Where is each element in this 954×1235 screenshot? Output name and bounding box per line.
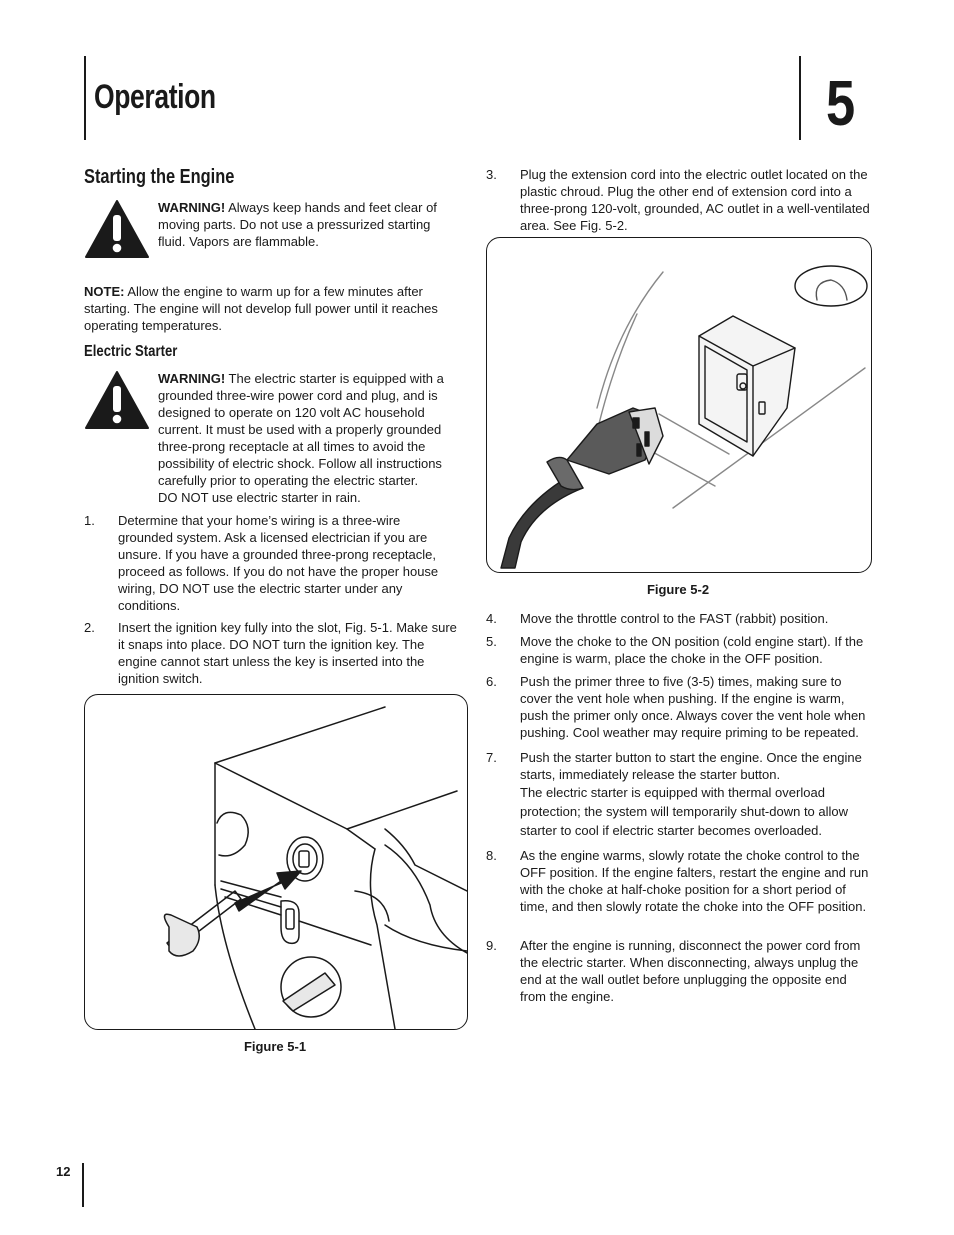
step-text: Push the primer three to five (3-5) times, making sure to cover the vent hole when pushing. If the engine is warm, push the primer only once. Always cover the vent hole when pushing. Cool weather may require priming to be repeated. — [520, 674, 866, 740]
page-number: 12 — [56, 1164, 71, 1179]
step-number: 7. — [486, 750, 497, 765]
step-text: After the engine is running, disconnect the power cord from the electric starter. When disconnecting, always unplug the end at the wall outlet before unplugging the opposite end from the engine. — [520, 938, 861, 1004]
step-text-extra: The electric starter is equipped with thermal overload protection; the system will temporarily shut-down to allow starter to cool if electric starter becomes overloaded. — [520, 785, 849, 838]
step-text: Plug the extension cord into the electric outlet located on the plastic chroud. Plug the other end of extension cord into a three-prong 120-volt, grounded, AC outlet in a well-ventilated area. See Fig. 5-2. — [520, 167, 870, 233]
warning-2-text: The electric starter is equipped with a grounded three-wire power cord and plug, and is designed to operate on 120 volt AC household current. It must be used with a properly grounded three-prong receptacle at all times to avoid the possibility of electric shock. Follow all instructions carefully prior to operating the electric starter. — [158, 371, 444, 488]
step-number: 6. — [486, 674, 497, 689]
list-item — [84, 619, 460, 689]
step-text — [520, 749, 872, 840]
list-item — [486, 610, 872, 630]
note — [84, 283, 460, 334]
section-title: Starting the Engine — [84, 166, 235, 188]
note-text: Allow the engine to warm up for a few minutes after starting. The engine will not develop full power until it reaches operating temperatures. — [84, 284, 438, 333]
warning-2-text-2: DO NOT use electric starter in rain. — [158, 490, 361, 505]
warning-triangle-icon — [84, 199, 150, 259]
warning-1-label: WARNING! — [158, 200, 226, 215]
step-number: 3. — [486, 167, 497, 182]
step-number: 4. — [486, 611, 497, 626]
warning-2-label: WARNING! — [158, 371, 226, 386]
list-item — [486, 633, 872, 669]
step-text: Move the throttle control to the FAST (rabbit) position. — [520, 611, 829, 626]
header-rule-right — [799, 56, 801, 140]
step-number: 9. — [486, 938, 497, 953]
figure-5-1 — [84, 694, 468, 1030]
chapter-title: Operation — [94, 78, 216, 116]
step-number: 8. — [486, 848, 497, 863]
list-item — [486, 749, 872, 841]
step-text: As the engine warms, slowly rotate the choke control to the OFF position. If the engine falters, restart the engine and run with the choke at half-choke position for a short period of time, and then slowly rotate the choke into the OFF position. — [520, 848, 869, 914]
warning-triangle-icon — [84, 370, 150, 430]
list-item — [486, 166, 872, 236]
subsection-title: Electric Starter — [84, 343, 178, 360]
step-text: Move the choke to the ON position (cold engine start). If the engine is warm, place the choke in the OFF position. — [520, 634, 864, 666]
header-rule-left — [84, 56, 86, 140]
ignition-key-illustration — [85, 695, 467, 1029]
extension-cord-illustration — [487, 238, 871, 572]
step-number: 1. — [84, 513, 95, 528]
figure-5-2 — [486, 237, 872, 573]
step-number: 2. — [84, 620, 95, 635]
step-text: Insert the ignition key fully into the slot, Fig. 5-1. Make sure it snaps into place. DO NOT turn the ignition key. The engine cannot start unless the key is inserted into the ignition switch. — [118, 620, 457, 686]
figure-5-1-caption: Figure 5-1 — [243, 1039, 307, 1054]
figure-5-2-caption: Figure 5-2 — [646, 582, 710, 597]
list-item — [486, 847, 872, 933]
step-text: Determine that your home’s wiring is a three-wire grounded system. Ask a licensed electrician if you are unsure. If you have a grounded three-prong receptacle, proceed as follows. If you do not have the proper house wiring, DO NOT use the electric starter under any conditions. — [118, 513, 439, 613]
warning-1-text: Always keep hands and feet clear of moving parts. Do not use a pressurized starting fluid. Vapors are flammable. — [158, 200, 437, 249]
warning-2 — [158, 370, 460, 506]
list-item — [486, 937, 872, 1007]
step-text-main: Push the starter button to start the engine. Once the engine starts, immediately release the starter button. — [520, 750, 862, 782]
step-number: 5. — [486, 634, 497, 649]
chapter-number: 5 — [826, 67, 856, 139]
warning-1 — [158, 199, 458, 250]
list-item — [486, 673, 872, 743]
note-label: NOTE: — [84, 284, 125, 299]
list-item — [84, 512, 460, 612]
footer-rule — [82, 1163, 84, 1207]
